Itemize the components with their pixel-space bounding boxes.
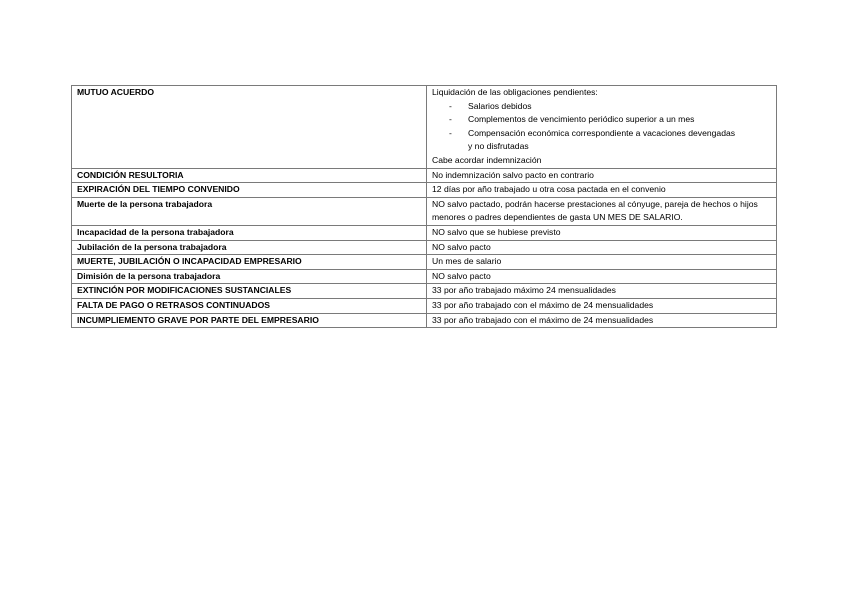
row-value: NO salvo pactado, podrán hacerse prestaciones al cónyuge, pareja de hechos o hijos menores o padres dependientes de gasta UN MES DE SALARIO. xyxy=(427,197,777,225)
row-label: INCUMPLIEMENTO GRAVE POR PARTE DEL EMPRESARIO xyxy=(72,313,427,328)
row-value-intro: Liquidación de las obligaciones pendientes: xyxy=(432,87,598,97)
row-label: MUTUO ACUERDO xyxy=(72,86,427,169)
termination-table xyxy=(71,85,777,328)
table-row xyxy=(72,225,777,240)
table-row xyxy=(72,86,777,169)
row-label: EXPIRACIÓN DEL TIEMPO CONVENIDO xyxy=(72,183,427,198)
row-label: CONDICIÓN RESULTORIA xyxy=(72,168,427,183)
list-item-text: Salarios debidos xyxy=(468,100,532,111)
table-row xyxy=(72,197,777,225)
dash-marker: - xyxy=(449,127,452,138)
list-item xyxy=(432,127,771,154)
row-label: Dimisión de la persona trabajadora xyxy=(72,269,427,284)
row-label: Jubilación de la persona trabajadora xyxy=(72,240,427,255)
list-item-text: Complementos de vencimiento periódico superior a un mes xyxy=(468,114,695,125)
bullet-list xyxy=(432,100,771,154)
table-row xyxy=(72,240,777,255)
row-label: EXTINCIÓN POR MODIFICACIONES SUSTANCIALES xyxy=(72,284,427,299)
list-item xyxy=(432,100,771,114)
row-value: NO salvo pacto xyxy=(427,269,777,284)
row-label: Muerte de la persona trabajadora xyxy=(72,197,427,225)
dash-marker: - xyxy=(449,114,452,125)
table-row xyxy=(72,168,777,183)
row-value-outro: Cabe acordar indemnización xyxy=(432,154,542,165)
row-value: 33 por año trabajado con el máximo de 24 mensualidades xyxy=(427,313,777,328)
table-row xyxy=(72,284,777,299)
list-item-text: Compensación económica correspondiente a vacaciones devengadas y no disfrutadas xyxy=(468,127,736,152)
row-value: NO salvo que se hubiese previsto xyxy=(427,225,777,240)
list-item xyxy=(432,113,771,127)
dash-marker: - xyxy=(449,100,452,111)
table-row xyxy=(72,183,777,198)
row-value: No indemnización salvo pacto en contrario xyxy=(427,168,777,183)
table-row xyxy=(72,313,777,328)
row-value: 12 días por año trabajado u otra cosa pactada en el convenio xyxy=(427,183,777,198)
row-value xyxy=(427,86,777,169)
table-row xyxy=(72,269,777,284)
row-value: NO salvo pacto xyxy=(427,240,777,255)
row-label: MUERTE, JUBILACIÓN O INCAPACIDAD EMPRESARIO xyxy=(72,255,427,270)
row-label: Incapacidad de la persona trabajadora xyxy=(72,225,427,240)
table-row xyxy=(72,255,777,270)
row-value: 33 por año trabajado con el máximo de 24 mensualidades xyxy=(427,298,777,313)
table-row xyxy=(72,298,777,313)
row-label: FALTA DE PAGO O RETRASOS CONTINUADOS xyxy=(72,298,427,313)
row-value: 33 por año trabajado máximo 24 mensualidades xyxy=(427,284,777,299)
row-value: Un mes de salario xyxy=(427,255,777,270)
